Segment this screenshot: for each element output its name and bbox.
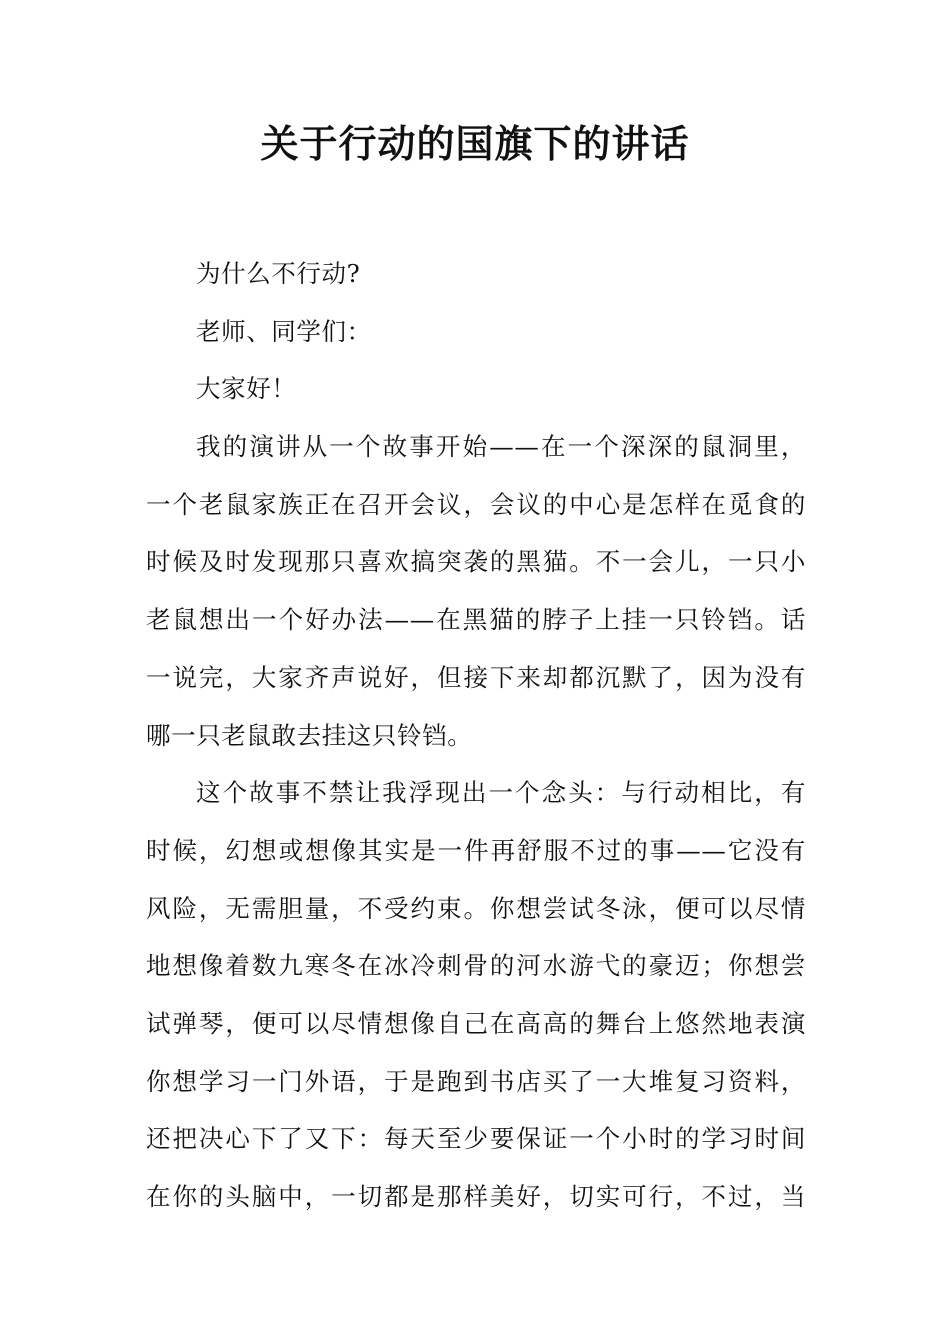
document-title: 关于行动的国旗下的讲话 xyxy=(260,121,690,166)
body-line: 时候，幻想或想像其实是一件再舒服不过的事——它没有 xyxy=(146,835,806,865)
body-line: 大家好！ xyxy=(196,374,297,404)
body-line: 时候及时发现那只喜欢搞突袭的黑猫。不一会儿，一只小 xyxy=(146,547,806,577)
document-body xyxy=(146,245,806,1226)
body-line: 在你的头脑中，一切都是那样美好，切实可行，不过，当 xyxy=(146,1182,806,1211)
body-line: 一说完，大家齐声说好，但接下来却都沉默了，因为没有 xyxy=(146,662,806,692)
body-line: 老鼠想出一个好办法——在黑猫的脖子上挂一只铃铛。话 xyxy=(146,605,806,635)
body-line: 为什么不行动? xyxy=(196,259,361,288)
body-line: 风险，无需胆量，不受约束。你想尝试冬泳，便可以尽情 xyxy=(146,893,806,923)
body-line: 试弹琴，便可以尽情想像自己在高高的舞台上悠然地表演 xyxy=(146,1008,806,1038)
body-line: 地想像着数九寒冬在冰冷刺骨的河水游弋的豪迈；你想尝 xyxy=(146,951,806,981)
body-line: 我的演讲从一个故事开始——在一个深深的鼠洞里， xyxy=(196,432,806,462)
body-line: 还把决心下了又下：每天至少要保证一个小时的学习时间 xyxy=(146,1124,806,1154)
body-line: 一个老鼠家族正在召开会议，会议的中心是怎样在觅食的 xyxy=(146,489,806,519)
body-line: 你想学习一门外语，于是跑到书店买了一大堆复习资料， xyxy=(146,1066,806,1096)
body-line: 这个故事不禁让我浮现出一个念头：与行动相比，有 xyxy=(196,778,806,808)
body-line: 哪一只老鼠敢去挂这只铃铛。 xyxy=(146,720,473,750)
body-line: 老师、同学们： xyxy=(196,316,372,346)
